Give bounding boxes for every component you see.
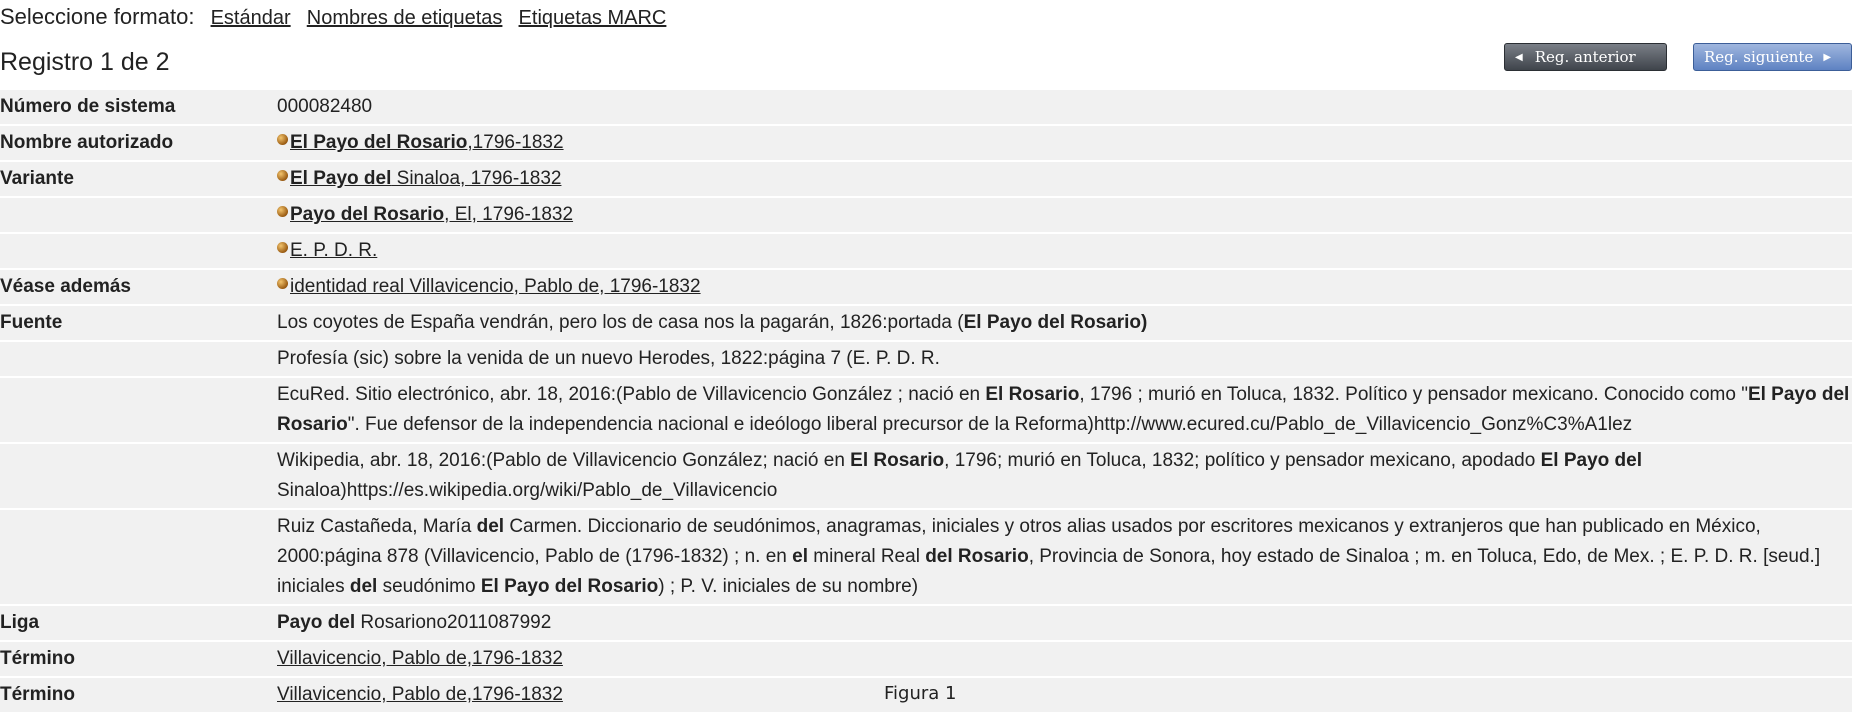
link-rest-part: Sinaloa, 1796-1832 [391, 168, 562, 189]
source-text: Los coyotes de España vendrán, pero los de casa nos la pagarán, 1826:portada ( [277, 312, 964, 333]
source-bold: El Rosario [985, 384, 1080, 405]
format-marc-tags-link[interactable]: Etiquetas MARC [518, 7, 667, 29]
field-label [0, 234, 277, 268]
source-text: ". Fue defensor de la independencia nacional e ideólogo liberal precursor de la Reforma)http://www.ecured.cu/Pablo_de_Villavicencio_Gonz%C3%A1lez [347, 414, 1633, 435]
field-value [277, 234, 1852, 268]
source-text: Carmen. Diccionario de seudónimos, anagramas, iniciales y otros alias usados por escritores mexicanos y extranjeros que han publicado en México, 2000:página 878 (Villavicencio, Pablo de (1796-1832) ; n. en [277, 516, 1761, 567]
source-text: Wikipedia, abr. 18, 2016:(Pablo de Villavicencio González; nació en [277, 450, 851, 471]
field-value [277, 606, 1852, 640]
link-rest-part: Rosariono2011087992 [355, 612, 552, 633]
field-value [277, 90, 1852, 124]
figure-caption: Figura 1 [884, 683, 957, 704]
source-bold: El Payo del Rosario) [963, 312, 1148, 333]
source-text: , 1796; murió en Toluca, 1832; político y pensador mexicano, apodado [944, 450, 1541, 471]
table-row [0, 342, 1852, 376]
table-row [0, 510, 1852, 604]
term-link[interactable]: Villavicencio, Pablo de,1796-1832 [277, 648, 563, 669]
left-arrow-icon: ◀ [1515, 51, 1523, 63]
source-value [277, 510, 1852, 604]
field-label: Nombre autorizado [0, 126, 277, 160]
previous-record-label: Reg. anterior [1534, 48, 1636, 66]
source-text: , Provincia de Sonora, hoy estado de Sinaloa ; m. en Toluca, Edo, de Mex. ; E. P. D. R. [seud.] iniciales [277, 546, 1821, 597]
field-label: Término [0, 642, 277, 676]
source-value [277, 444, 1852, 508]
record-title: Registro 1 de 2 [0, 48, 170, 76]
table-row [0, 306, 1852, 340]
source-bold: del [476, 516, 505, 537]
field-value [277, 162, 1852, 196]
link-bold-part: El Payo del [290, 168, 392, 189]
source-value [277, 378, 1852, 442]
source-bold: El Payo del Rosario [277, 384, 1850, 435]
field-label [0, 444, 277, 508]
link-rest-part: , El, 1796-1832 [444, 204, 574, 225]
bullet-icon [277, 278, 288, 289]
record-table [0, 88, 1852, 714]
next-record-label: Reg. siguiente [1704, 48, 1814, 66]
source-bold: El Payo del [1540, 450, 1642, 471]
bullet-icon [277, 134, 288, 145]
source-text: mineral Real [807, 546, 926, 567]
format-selector [0, 4, 666, 30]
field-label: Véase además [0, 270, 277, 304]
link-rest-part: ,1796-1832 [467, 132, 564, 153]
source-bold: el [792, 546, 808, 567]
link-bold-part: Payo del Rosario [290, 204, 445, 225]
table-row [0, 162, 1852, 196]
field-label [0, 342, 277, 376]
field-label: Número de sistema [0, 90, 277, 124]
format-standard-link[interactable]: Estándar [210, 7, 291, 29]
table-row [0, 198, 1852, 232]
table-row [0, 444, 1852, 508]
table-row [0, 234, 1852, 268]
field-label: Liga [0, 606, 277, 640]
field-label: Término [0, 678, 277, 712]
table-row [0, 606, 1852, 640]
source-bold: El Rosario [850, 450, 945, 471]
variant-link[interactable] [290, 204, 573, 225]
right-arrow-icon: ▶ [1823, 51, 1832, 63]
table-row [0, 270, 1852, 304]
format-label: Seleccione formato: [0, 4, 195, 29]
next-record-button[interactable] [1693, 43, 1852, 71]
field-value [277, 198, 1852, 232]
table-row [0, 378, 1852, 442]
bullet-icon [277, 242, 288, 253]
source-value [277, 306, 1852, 340]
term-link[interactable]: Villavicencio, Pablo de,1796-1832 [277, 684, 563, 705]
field-label [0, 510, 277, 604]
format-tag-names-link[interactable]: Nombres de etiquetas [306, 7, 503, 29]
field-label: Variante [0, 162, 277, 196]
variant-link[interactable] [290, 168, 561, 189]
table-row [0, 90, 1852, 124]
field-label: Fuente [0, 306, 277, 340]
field-value [277, 642, 1852, 676]
source-value [277, 342, 1852, 376]
previous-record-button[interactable] [1504, 43, 1667, 71]
source-text: , 1796 ; murió en Toluca, 1832. Político y pensador mexicano. Conocido como " [1079, 384, 1748, 405]
table-row [0, 642, 1852, 676]
see-also-link[interactable]: identidad real Villavicencio, Pablo de, 1796-1832 [290, 276, 701, 297]
link-bold-part: El Payo del Rosario [290, 132, 468, 153]
source-bold: El Payo del Rosario [480, 576, 659, 597]
source-bold: del [349, 576, 378, 597]
source-bold: del Rosario [925, 546, 1029, 567]
source-text: Ruiz Castañeda, María [277, 516, 477, 537]
system-number: 000082480 [277, 96, 373, 117]
link-bold-part: Payo del [277, 612, 356, 633]
variant-link[interactable]: E. P. D. R. [290, 240, 378, 261]
source-text: EcuRed. Sitio electrónico, abr. 18, 2016:(Pablo de Villavicencio González ; nació en [277, 384, 986, 405]
field-label [0, 378, 277, 442]
source-text: Profesía (sic) sobre la venida de un nuevo Herodes, 1822:página 7 (E. P. D. R. [277, 348, 940, 369]
source-text: seudónimo [377, 576, 481, 597]
source-text: Sinaloa)https://es.wikipedia.org/wiki/Pablo_de_Villavicencio [277, 480, 778, 501]
field-value [277, 126, 1852, 160]
field-value [277, 270, 1852, 304]
field-value [277, 678, 1852, 712]
bullet-icon [277, 206, 288, 217]
source-text: ) ; P. V. iniciales de su nombre) [658, 576, 919, 597]
table-row [0, 126, 1852, 160]
authorized-name-link[interactable] [290, 132, 564, 153]
field-label [0, 198, 277, 232]
bullet-icon [277, 170, 288, 181]
